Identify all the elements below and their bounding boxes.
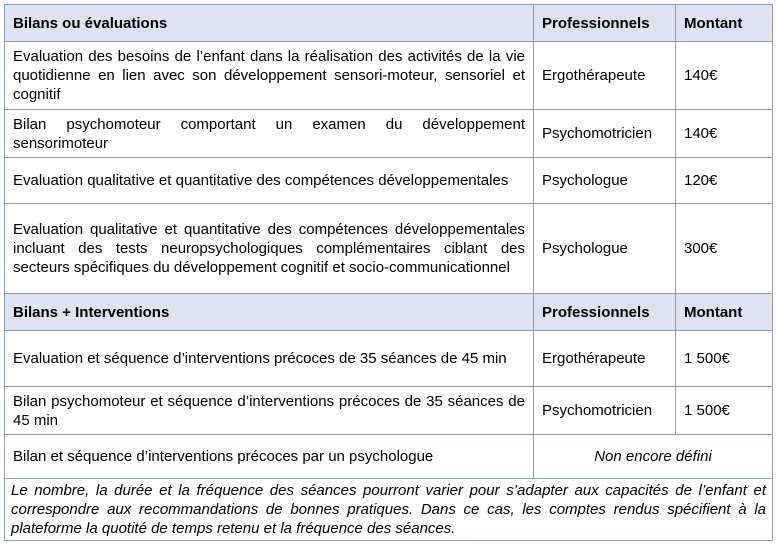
row-amount: 120€ — [676, 158, 773, 204]
header-montant: Montant — [676, 5, 773, 42]
header-professionnels: Professionnels — [534, 294, 676, 331]
section-header-interventions — [5, 294, 773, 331]
row-professional: Ergothérapeute — [534, 42, 676, 110]
header-professionnels: Professionnels — [534, 5, 676, 42]
row-amount: 1 500€ — [676, 387, 773, 435]
footnote-row — [5, 479, 773, 541]
table-row — [5, 158, 773, 204]
row-amount: 300€ — [676, 204, 773, 294]
table-row — [5, 110, 773, 158]
row-description: Evaluation qualitative et quantitative des compétences développementales — [5, 158, 534, 204]
table-row — [5, 387, 773, 435]
header-montant: Montant — [676, 294, 773, 331]
row-professional: Psychomotricien — [534, 110, 676, 158]
status-undefined: Non encore défini — [534, 435, 773, 479]
header-title: Bilans + Interventions — [5, 294, 534, 331]
row-description: Bilan et séquence d’interventions précoces par un psychologue — [5, 435, 534, 479]
table-row — [5, 435, 773, 479]
section-header-bilans — [5, 5, 773, 42]
row-professional: Ergothérapeute — [534, 331, 676, 387]
row-amount: 140€ — [676, 42, 773, 110]
row-description: Bilan psychomoteur et séquence d’interventions précoces de 35 séances de 45 min — [5, 387, 534, 435]
row-description: Bilan psychomoteur comportant un examen du développement sensorimoteur — [5, 110, 534, 158]
row-description: Evaluation des besoins de l’enfant dans la réalisation des activités de la vie quotidienne en lien avec son développement sensori-moteur, sensoriel et cognitif — [5, 42, 534, 110]
header-title: Bilans ou évaluations — [5, 5, 534, 42]
footnote: Le nombre, la durée et la fréquence des séances pourront varier pour s’adapter aux capacités de l’enfant et correspondre aux recommandations de bonnes pratiques. Dans ce cas, les comptes rendus spécifient à la plateforme la quotité de temps retenu et la fréquence des séances. — [5, 479, 773, 541]
row-professional: Psychologue — [534, 158, 676, 204]
row-amount: 1 500€ — [676, 331, 773, 387]
row-professional: Psychologue — [534, 204, 676, 294]
row-professional: Psychomotricien — [534, 387, 676, 435]
tariff-table — [4, 4, 773, 541]
table-row — [5, 42, 773, 110]
table-row — [5, 204, 773, 294]
row-description: Evaluation qualitative et quantitative des compétences développementales incluant des tests neuropsychologiques complémentaires ciblant des secteurs spécifiques du développement cognitif et socio-communicationnel — [5, 204, 534, 294]
table-row — [5, 331, 773, 387]
row-description: Evaluation et séquence d’interventions précoces de 35 séances de 45 min — [5, 331, 534, 387]
row-amount: 140€ — [676, 110, 773, 158]
